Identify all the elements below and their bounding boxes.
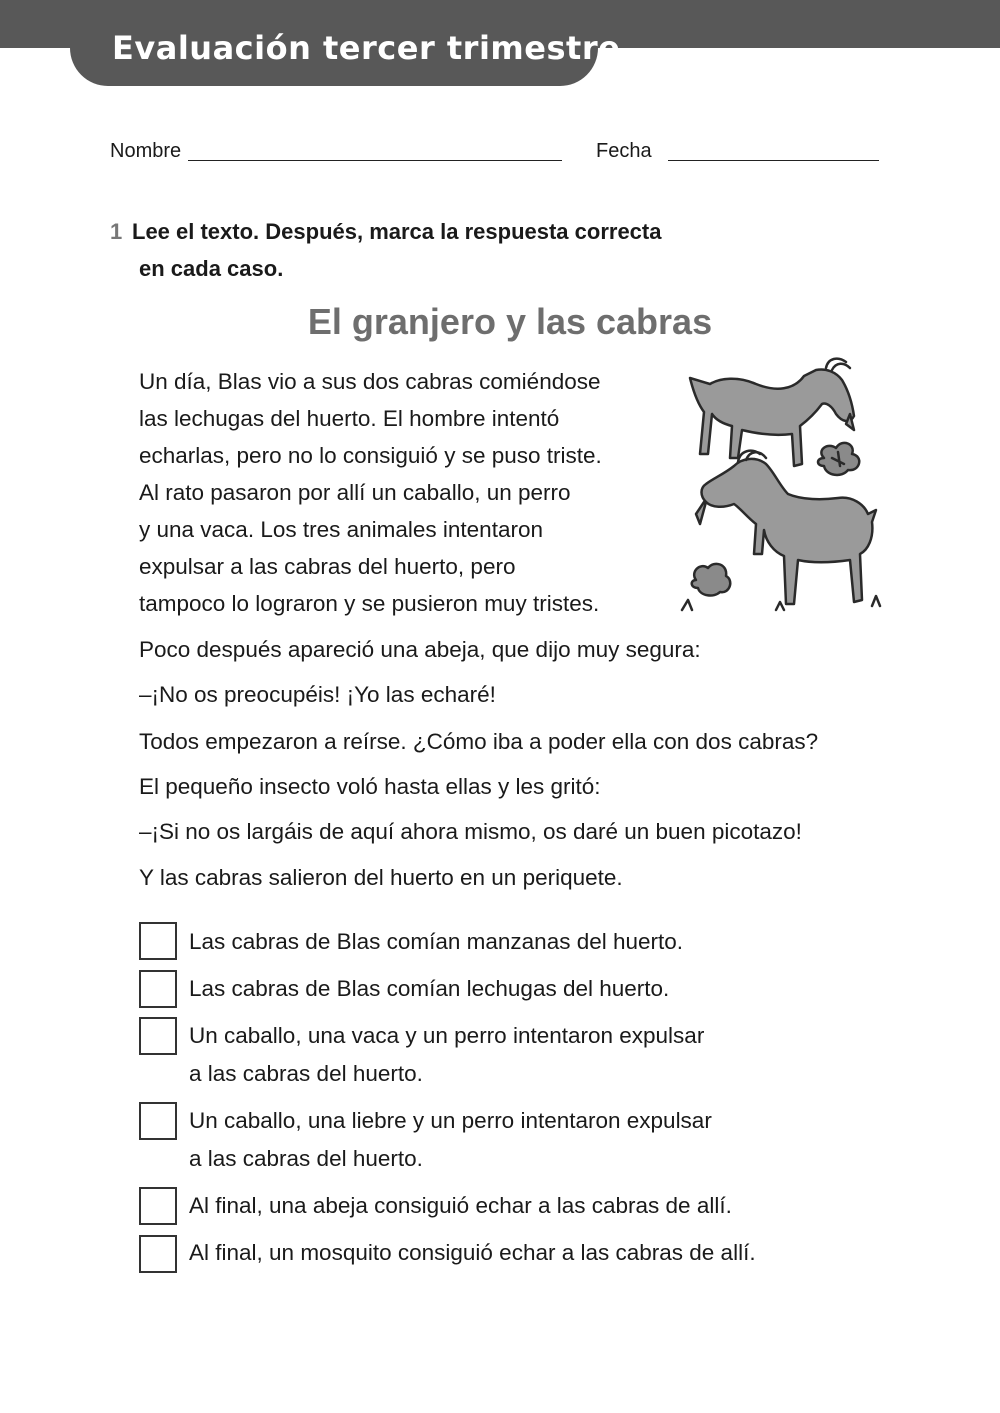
name-label: Nombre [110,140,182,162]
story-paragraph: Todos empezaron a reírse. ¿Cómo iba a poder ella con dos cabras? [139,729,819,754]
story-line: Al rato pasaron por allí un caballo, un perro [139,480,571,505]
option-text: Al final, un mosquito consiguió echar a las cabras de allí. [189,1240,756,1265]
name-field[interactable] [188,160,562,161]
page-title: Evaluación tercer trimestre [112,29,621,67]
date-field[interactable] [668,160,879,161]
story-paragraph: Y las cabras salieron del huerto en un periquete. [139,865,623,890]
story-line: Un día, Blas vio a sus dos cabras comiéndose [139,369,601,394]
option-text: Un caballo, una liebre y un perro intentaron expulsar [189,1108,712,1133]
option-text: a las cabras del huerto. [189,1061,423,1086]
option-checkbox[interactable] [139,1102,177,1140]
story-line: tampoco lo lograron y se pusieron muy tristes. [139,591,600,616]
option-text: a las cabras del huerto. [189,1146,423,1171]
goats-illustration [676,354,886,616]
question-instruction-line: en cada caso. [139,256,284,281]
story-paragraph: El pequeño insecto voló hasta ellas y les gritó: [139,774,601,799]
option-checkbox[interactable] [139,1187,177,1225]
story-line: y una vaca. Los tres animales intentaron [139,517,543,542]
story-paragraph: –¡No os preocupéis! ¡Yo las echaré! [139,682,496,707]
story-line: expulsar a las cabras del huerto, pero [139,554,516,579]
date-label: Fecha [596,140,652,162]
option-checkbox[interactable] [139,1017,177,1055]
story-line: echarlas, pero no lo consiguió y se puso triste. [139,443,602,468]
option-checkbox[interactable] [139,970,177,1008]
option-text: Al final, una abeja consiguió echar a las cabras de allí. [189,1193,732,1218]
question-number: 1 [110,219,123,244]
story-paragraph: –¡Si no os largáis de aquí ahora mismo, os daré un buen picotazo! [139,819,802,844]
option-text: Las cabras de Blas comían lechugas del huerto. [189,976,670,1001]
option-text: Las cabras de Blas comían manzanas del huerto. [189,929,684,954]
story-line: las lechugas del huerto. El hombre intentó [139,406,560,431]
story-paragraph: Poco después apareció una abeja, que dijo muy segura: [139,637,701,662]
story-title: El granjero y las cabras [307,301,713,342]
option-checkbox[interactable] [139,922,177,960]
option-text: Un caballo, una vaca y un perro intentaron expulsar [189,1023,705,1048]
option-checkbox[interactable] [139,1235,177,1273]
question-instruction-line: Lee el texto. Después, marca la respuesta correcta [132,219,662,244]
